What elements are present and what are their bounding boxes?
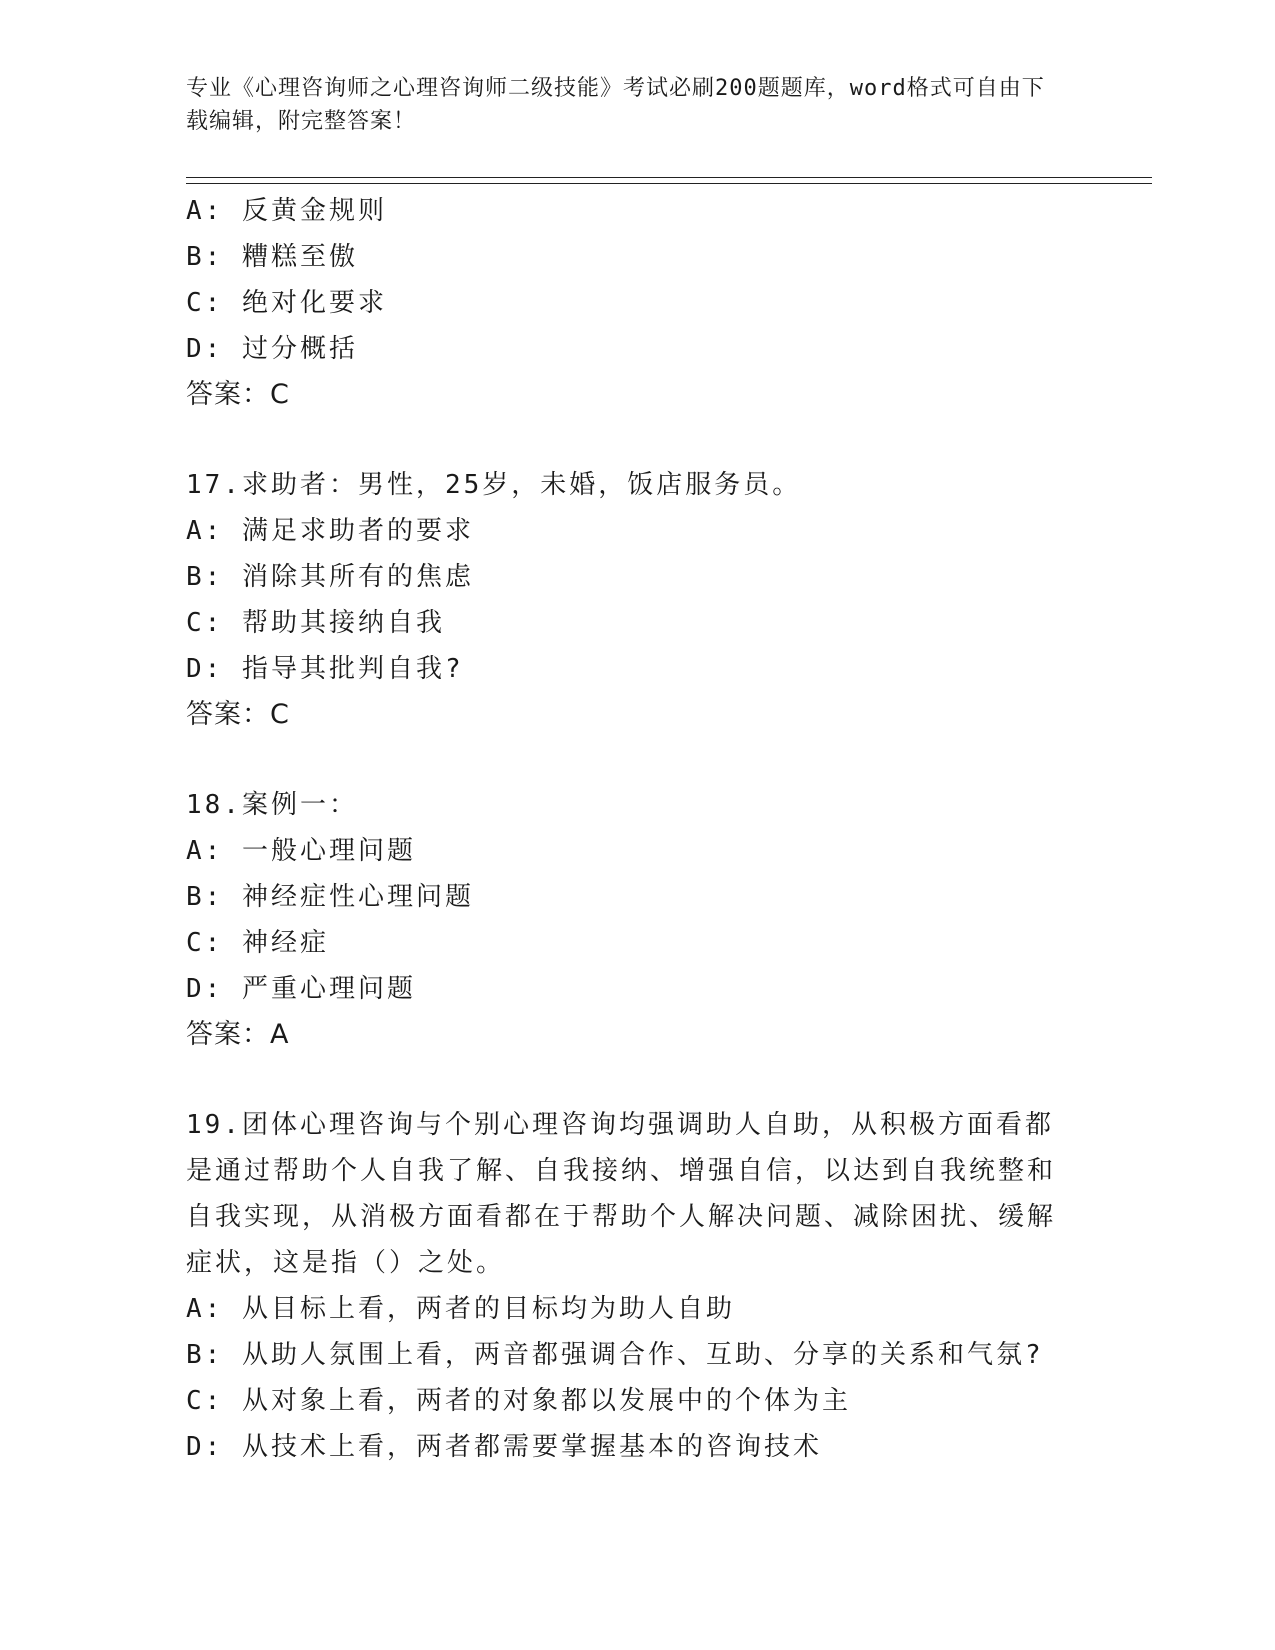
answer: 答案：C	[186, 379, 290, 410]
option-a: A: 满足求助者的要求	[186, 516, 474, 546]
option-d: D: 指导其批判自我?	[186, 654, 464, 684]
question-stem: 17.求助者：男性，25岁，未婚，饭店服务员。	[186, 470, 802, 500]
document-header: 专业《心理咨询师之心理咨询师二级技能》考试必刷200题题库，word格式可自由下载编辑，附完整答案！	[186, 76, 1045, 134]
question-stem: 19.团体心理咨询与个别心理咨询均强调助人自助，从积极方面看都是通过帮助个人自我了解、自我接纳、增强自信，以达到自我统整和自我实现，从消极方面看都在于帮助个人解决问题、减除困扰、缓解症状，这是指（）之处。	[186, 1110, 1057, 1278]
option-a: A: 从目标上看，两者的目标均为助人自助	[186, 1294, 735, 1324]
option-b: B: 从助人氛围上看，两音都强调合作、互助、分享的关系和气氛?	[186, 1340, 1044, 1370]
option-b: B: 消除其所有的焦虑	[186, 562, 474, 592]
question-18	[186, 782, 1086, 1058]
option-c: C: 从对象上看，两者的对象都以发展中的个体为主	[186, 1386, 851, 1416]
answer: 答案：C	[186, 699, 290, 730]
question-list	[186, 188, 1086, 1470]
question-16	[186, 188, 1086, 418]
option-b: B: 神经症性心理问题	[186, 882, 474, 912]
option-a: A: 反黄金规则	[186, 196, 387, 226]
option-c: C: 神经症	[186, 928, 329, 958]
question-17	[186, 462, 1086, 738]
header-rule-bottom	[186, 183, 1152, 184]
answer: 答案：A	[186, 1019, 290, 1050]
option-a: A: 一般心理问题	[186, 836, 416, 866]
option-c: C: 绝对化要求	[186, 288, 387, 318]
option-c: C: 帮助其接纳自我	[186, 608, 445, 638]
option-d: D: 从技术上看，两者都需要掌握基本的咨询技术	[186, 1432, 822, 1462]
question-stem: 18.案例一：	[186, 790, 358, 820]
option-b: B: 糟糕至傲	[186, 242, 358, 272]
option-d: D: 严重心理问题	[186, 974, 416, 1004]
option-d: D: 过分概括	[186, 334, 358, 364]
question-19	[186, 1102, 1086, 1470]
header-rule-top	[186, 177, 1152, 178]
